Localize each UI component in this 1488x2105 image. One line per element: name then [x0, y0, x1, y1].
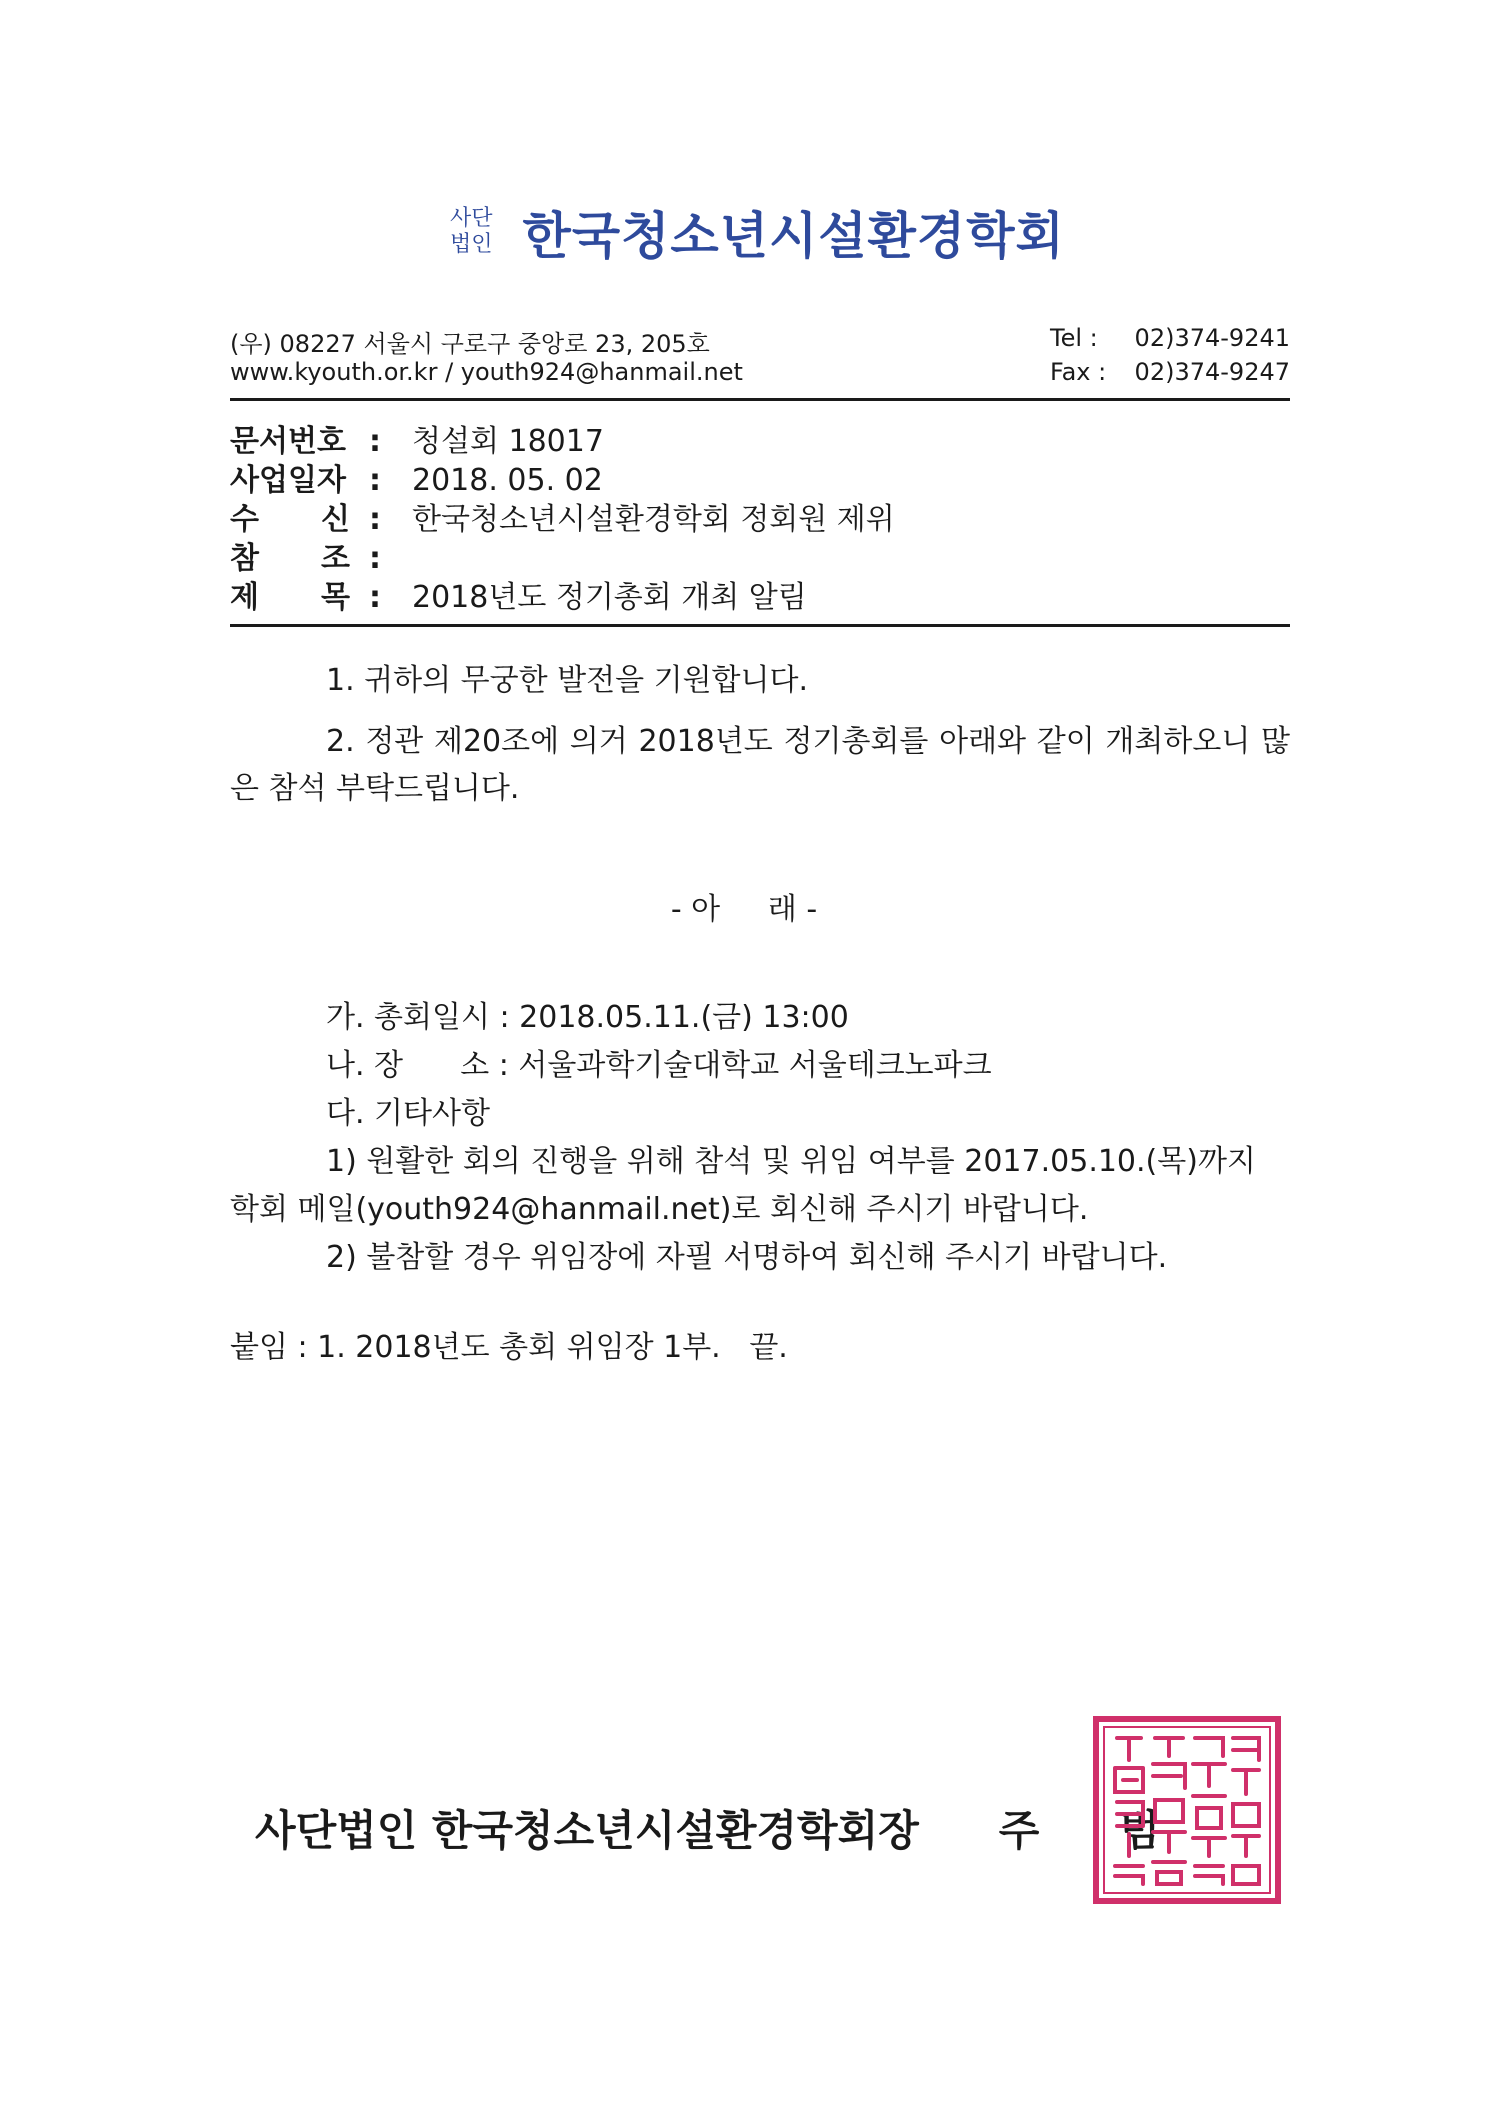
tel-label: Tel : [1050, 324, 1098, 352]
item-other: 다. 기타사항 [326, 1096, 490, 1131]
sub-item-1-line2: 학회 메일(youth924@hanmail.net)로 회신해 주시기 바랍니다. [230, 1192, 1089, 1227]
subject-label-a: 제 [230, 580, 259, 615]
meta-subject [230, 572, 807, 616]
item-venue: 나. 장 소 : 서울과학기술대학교 서울테크노파크 [326, 1048, 992, 1083]
date-value: 2018. 05. 02 [412, 463, 603, 498]
letterhead [450, 196, 1065, 268]
para-2-line2: 은 참석 부탁드립니다. [230, 771, 520, 806]
sub-item-2: 2) 불참할 경우 위임장에 자필 서명하여 회신해 주시기 바랍니다. [326, 1240, 1168, 1275]
meta-recipient [230, 494, 895, 538]
fax-value: 02)374-9247 [1134, 358, 1290, 386]
date-label: 사업일자 [230, 463, 346, 498]
colon: : [369, 424, 381, 459]
ref-label-b: 조 [321, 541, 350, 576]
ref-label [230, 533, 350, 577]
notice-heading: - 아 래 - [670, 892, 818, 927]
doc-no-value: 청설회 18017 [412, 424, 604, 459]
subject-value: 2018년도 정기총회 개최 알림 [412, 580, 807, 615]
attachment-note: 붙임 : 1. 2018년도 총회 위임장 1부. 끝. [230, 1330, 788, 1365]
subject-label-b: 목 [321, 580, 350, 615]
web-email: www.kyouth.or.kr / youth924@hanmail.net [230, 358, 743, 386]
signer-title: 사단법인 한국청소년시설환경학회장 [255, 1806, 919, 1855]
tel-value: 02)374-9241 [1134, 324, 1290, 352]
corp-type [450, 206, 493, 258]
meta-ref [230, 533, 400, 577]
corp-type-line1: 사단 [450, 206, 493, 231]
address: (우) 08227 서울시 구로구 중앙로 23, 205호 [230, 330, 710, 358]
colon: : [369, 463, 381, 498]
signer-name-first: 주 [998, 1806, 1040, 1855]
recipient-label [230, 494, 350, 538]
fax [1050, 358, 1290, 386]
item-meeting-date: 가. 총회일시 : 2018.05.11.(금) 13:00 [326, 1000, 849, 1035]
ref-label-a: 참 [230, 541, 259, 576]
tel [1050, 324, 1290, 352]
para-1: 1. 귀하의 무궁한 발전을 기원합니다. [326, 663, 809, 698]
doc-no-label: 문서번호 [230, 424, 346, 459]
para-2-line1: 2. 정관 제20조에 의거 2018년도 정기총회를 아래와 같이 개최하오니 많 [326, 724, 1290, 759]
corp-type-line2: 법인 [450, 232, 493, 257]
meta-date [230, 455, 603, 499]
signer [255, 1798, 1160, 1858]
meta-divider [230, 624, 1290, 627]
recipient-label-a: 수 [230, 502, 259, 537]
org-name: 한국청소년시설환경학회 [522, 207, 1065, 265]
signer-name-last: 범 [1119, 1806, 1160, 1855]
subject-label [230, 572, 350, 616]
recipient-label-b: 신 [321, 502, 350, 537]
recipient-value: 한국청소년시설환경학회 정회원 제위 [412, 502, 895, 537]
top-divider [230, 398, 1290, 401]
colon: : [369, 541, 381, 576]
sub-item-1-line1: 1) 원활한 회의 진행을 위해 참석 및 위임 여부를 2017.05.10.(목)까지 [326, 1144, 1256, 1179]
colon: : [369, 502, 381, 537]
meta-doc-no [230, 416, 604, 460]
official-seal [1093, 1716, 1281, 1904]
fax-label: Fax : [1050, 358, 1107, 386]
colon: : [369, 580, 381, 615]
